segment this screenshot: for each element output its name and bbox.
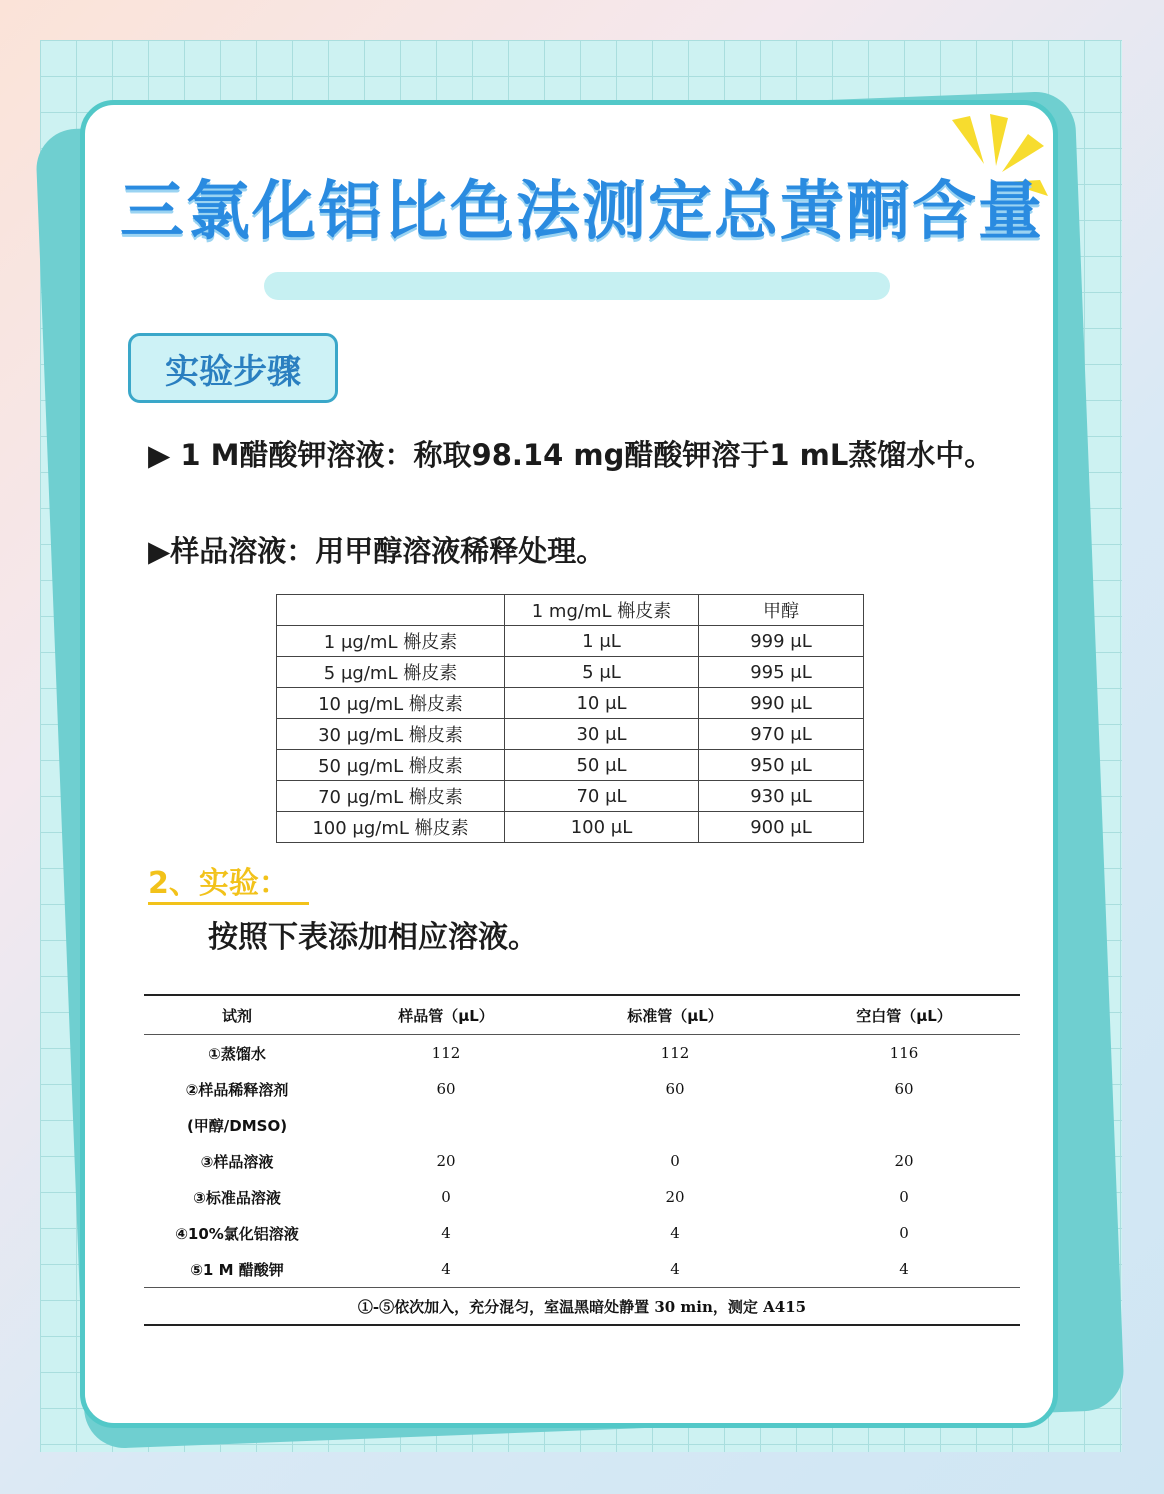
- table-row: [277, 688, 864, 719]
- table-cell: 5 μg/mL 槲皮素: [277, 657, 505, 688]
- table-bottom-rule: [144, 1324, 1020, 1326]
- table-cell: 50 μL: [505, 750, 699, 781]
- table-cell: 4: [441, 1224, 451, 1242]
- table-cell: 70 μL: [505, 781, 699, 812]
- section-badge: 实验步骤: [128, 333, 338, 403]
- table-header-cell: 1 mg/mL 槲皮素: [505, 595, 699, 626]
- table-row: [144, 1035, 1020, 1071]
- table-cell: 5 μL: [505, 657, 699, 688]
- table-row: [144, 1215, 1020, 1251]
- table-cell: 60: [665, 1080, 685, 1098]
- table-header-cell: 标准管（μL）: [627, 1006, 723, 1025]
- table-header-cell: 甲醇: [699, 595, 864, 626]
- table-row: [144, 1107, 1020, 1143]
- table-header-row: [277, 595, 864, 626]
- table-header-cell: 空白管（μL）: [856, 1006, 952, 1025]
- table-cell: 70 μg/mL 槲皮素: [277, 781, 505, 812]
- table-cell: 995 μL: [699, 657, 864, 688]
- title-underline-bar: [264, 272, 890, 300]
- experiment-text: 按照下表添加相应溶液。: [208, 920, 538, 955]
- table-cell: 112: [660, 1044, 690, 1062]
- table-cell: 100 μg/mL 槲皮素: [277, 812, 505, 843]
- table-cell: ①蒸馏水: [208, 1044, 266, 1063]
- table-cell: ③标准品溶液: [193, 1188, 281, 1207]
- table-header-cell: 试剂: [221, 1006, 252, 1025]
- table-header-row: [144, 996, 1020, 1034]
- table-cell: 112: [431, 1044, 461, 1062]
- dilution-table: [276, 594, 864, 843]
- table-cell: 930 μL: [699, 781, 864, 812]
- table-row: [277, 812, 864, 843]
- table-cell: 10 μL: [505, 688, 699, 719]
- table-cell: 900 μL: [699, 812, 864, 843]
- table-cell: 1 μL: [505, 626, 699, 657]
- table-cell: 4: [441, 1260, 451, 1278]
- table-header-cell: 样品管（μL）: [398, 1006, 494, 1025]
- table-cell: ③样品溶液: [200, 1152, 274, 1171]
- reagent-table: [144, 994, 1020, 1326]
- table-cell: ⑤1 M 醋酸钾: [190, 1260, 284, 1279]
- table-cell: 20: [436, 1152, 456, 1170]
- table-cell: 116: [889, 1044, 919, 1062]
- table-cell: 20: [894, 1152, 914, 1170]
- table-cell: 970 μL: [699, 719, 864, 750]
- table-row: [144, 1251, 1020, 1287]
- table-cell: ②样品稀释溶剂: [185, 1080, 289, 1099]
- table-cell: (甲醇/DMSO): [186, 1116, 288, 1135]
- table-cell: 1 μg/mL 槲皮素: [277, 626, 505, 657]
- table-cell: 0: [441, 1188, 451, 1206]
- table-row: [277, 626, 864, 657]
- table-cell: 30 μg/mL 槲皮素: [277, 719, 505, 750]
- table-cell: 100 μL: [505, 812, 699, 843]
- table-cell: 10 μg/mL 槲皮素: [277, 688, 505, 719]
- table-cell: 20: [665, 1188, 685, 1206]
- table-cell: 30 μL: [505, 719, 699, 750]
- table-row: [277, 719, 864, 750]
- paragraph-potassium-acetate: ▶ 1 M醋酸钾溶液：称取98.14 mg醋酸钾溶于1 mL蒸馏水中。: [148, 438, 994, 472]
- table-cell: 4: [670, 1224, 680, 1242]
- table-cell: 60: [894, 1080, 914, 1098]
- table-cell: 0: [899, 1224, 909, 1242]
- table-cell: 4: [899, 1260, 909, 1278]
- table-footnote: ①-⑤依次加入，充分混匀，室温黑暗处静置 30 min，测定 A415: [357, 1297, 807, 1316]
- table-cell: 0: [899, 1188, 909, 1206]
- table-row: [277, 657, 864, 688]
- table-cell: 60: [436, 1080, 456, 1098]
- table-cell: ④10%氯化铝溶液: [175, 1224, 299, 1243]
- paragraph-sample-solution: ▶样品溶液：用甲醇溶液稀释处理。: [148, 534, 606, 568]
- experiment-heading: 2、实验：: [148, 866, 309, 905]
- page-title: 三氯化铝比色法测定总黄酮含量: [120, 175, 1044, 249]
- table-cell: 990 μL: [699, 688, 864, 719]
- table-row: [144, 1143, 1020, 1179]
- table-cell: 0: [670, 1152, 680, 1170]
- table-header-cell: [277, 595, 505, 626]
- table-cell: 999 μL: [699, 626, 864, 657]
- table-body: [144, 1035, 1020, 1287]
- table-row: [277, 781, 864, 812]
- table-row: [144, 1179, 1020, 1215]
- table-row: [144, 1071, 1020, 1107]
- table-cell: 50 μg/mL 槲皮素: [277, 750, 505, 781]
- table-row: [277, 750, 864, 781]
- table-cell: 4: [670, 1260, 680, 1278]
- table-cell: 950 μL: [699, 750, 864, 781]
